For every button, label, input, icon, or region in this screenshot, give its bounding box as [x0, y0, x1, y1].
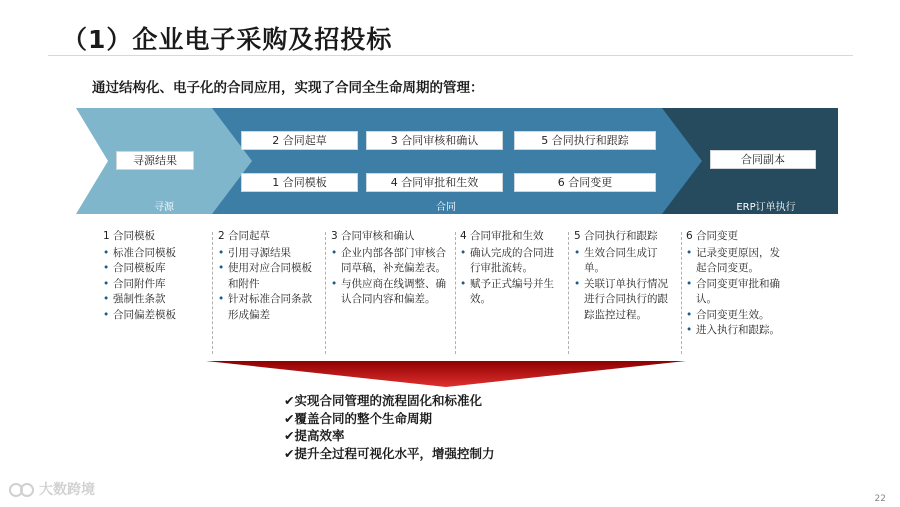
result-item: ✔提高效率: [284, 428, 345, 443]
watermark-logo: [8, 479, 95, 499]
detail-column: [460, 229, 564, 308]
process-band: [76, 108, 838, 214]
column-heading: 3 合同审核和确认: [331, 230, 415, 242]
column-heading: 5 合同执行和跟踪: [574, 230, 658, 242]
segment-label-sourcing: 寻源: [154, 202, 174, 213]
page-title: （1）企业电子采购及招投标: [62, 25, 393, 54]
result-item: ✔实现合同管理的流程固化和标准化: [284, 393, 482, 408]
column-divider: [681, 232, 682, 354]
title-underline: [48, 55, 853, 56]
column-heading: 6 合同变更: [686, 230, 739, 242]
segment-label-erp: ERP订单执行: [736, 202, 796, 213]
logo-text: 大数跨境: [39, 482, 95, 498]
list-item: • 生效合同生成订单。: [574, 246, 678, 277]
box-contract-review: 3 合同审核和确认: [366, 131, 503, 150]
result-item: ✔提升全过程可视化水平，增强控制力: [284, 445, 495, 461]
column-divider: [568, 232, 569, 354]
column-divider: [212, 232, 213, 354]
box-contract-draft: 2 合同起草: [241, 131, 358, 150]
detail-column: [218, 229, 322, 323]
segment-label-contract: 合同: [436, 202, 456, 213]
list-item: • 进入执行和跟踪。: [686, 323, 790, 339]
list-item: • 针对标准合同条款形成偏差: [218, 292, 322, 323]
list-item: • 与供应商在线调整、确认合同内容和偏差。: [331, 277, 451, 308]
box-contract-copy: 合同副本: [710, 150, 816, 169]
list-item: • 合同附件库: [103, 277, 208, 293]
results-list: [284, 392, 494, 462]
list-item: • 记录变更原因，发起合同变更。: [686, 246, 790, 277]
detail-column: [331, 229, 451, 308]
detail-column: [103, 229, 208, 323]
result-item: ✔覆盖合同的整个生命周期: [284, 410, 432, 426]
box-contract-approval: 4 合同审批和生效: [366, 173, 503, 192]
list-item: • 强制性条款: [103, 292, 208, 308]
column-divider: [455, 232, 456, 354]
list-item: • 合同模板库: [103, 261, 208, 277]
box-sourcing-result: 寻源结果: [116, 151, 194, 170]
page-subtitle: 通过结构化、电子化的合同应用，实现了合同全生命周期的管理：: [92, 80, 484, 96]
detail-column: [686, 229, 790, 339]
list-item: • 引用寻源结果: [218, 246, 322, 262]
column-divider: [325, 232, 326, 354]
page-number: 22: [874, 494, 886, 504]
box-contract-template: 1 合同模板: [241, 173, 358, 192]
list-item: • 标准合同模板: [103, 246, 208, 262]
logo-mark-icon: [8, 481, 36, 499]
list-item: • 赋予正式编号并生效。: [460, 277, 564, 308]
list-item: • 合同变更生效。: [686, 308, 790, 324]
list-item: • 合同偏差模板: [103, 308, 208, 324]
list-item: • 确认完成的合同进行审批流转。: [460, 246, 564, 277]
column-heading: 2 合同起草: [218, 230, 271, 242]
column-heading: 4 合同审批和生效: [460, 230, 544, 242]
list-item: • 关联订单执行情况进行合同执行的跟踪监控过程。: [574, 277, 678, 324]
list-item: • 企业内部各部门审核合同草稿，补充偏差表。: [331, 246, 451, 277]
red-wedge-shape: [206, 361, 686, 389]
column-heading: 1 合同模板: [103, 230, 156, 242]
convergence-arrow: [206, 361, 686, 393]
list-item: • 合同变更审批和确认。: [686, 277, 790, 308]
list-item: • 使用对应合同模板和附件: [218, 261, 322, 292]
box-contract-change: 6 合同变更: [514, 173, 656, 192]
detail-column: [574, 229, 678, 323]
box-contract-execution: 5 合同执行和跟踪: [514, 131, 656, 150]
